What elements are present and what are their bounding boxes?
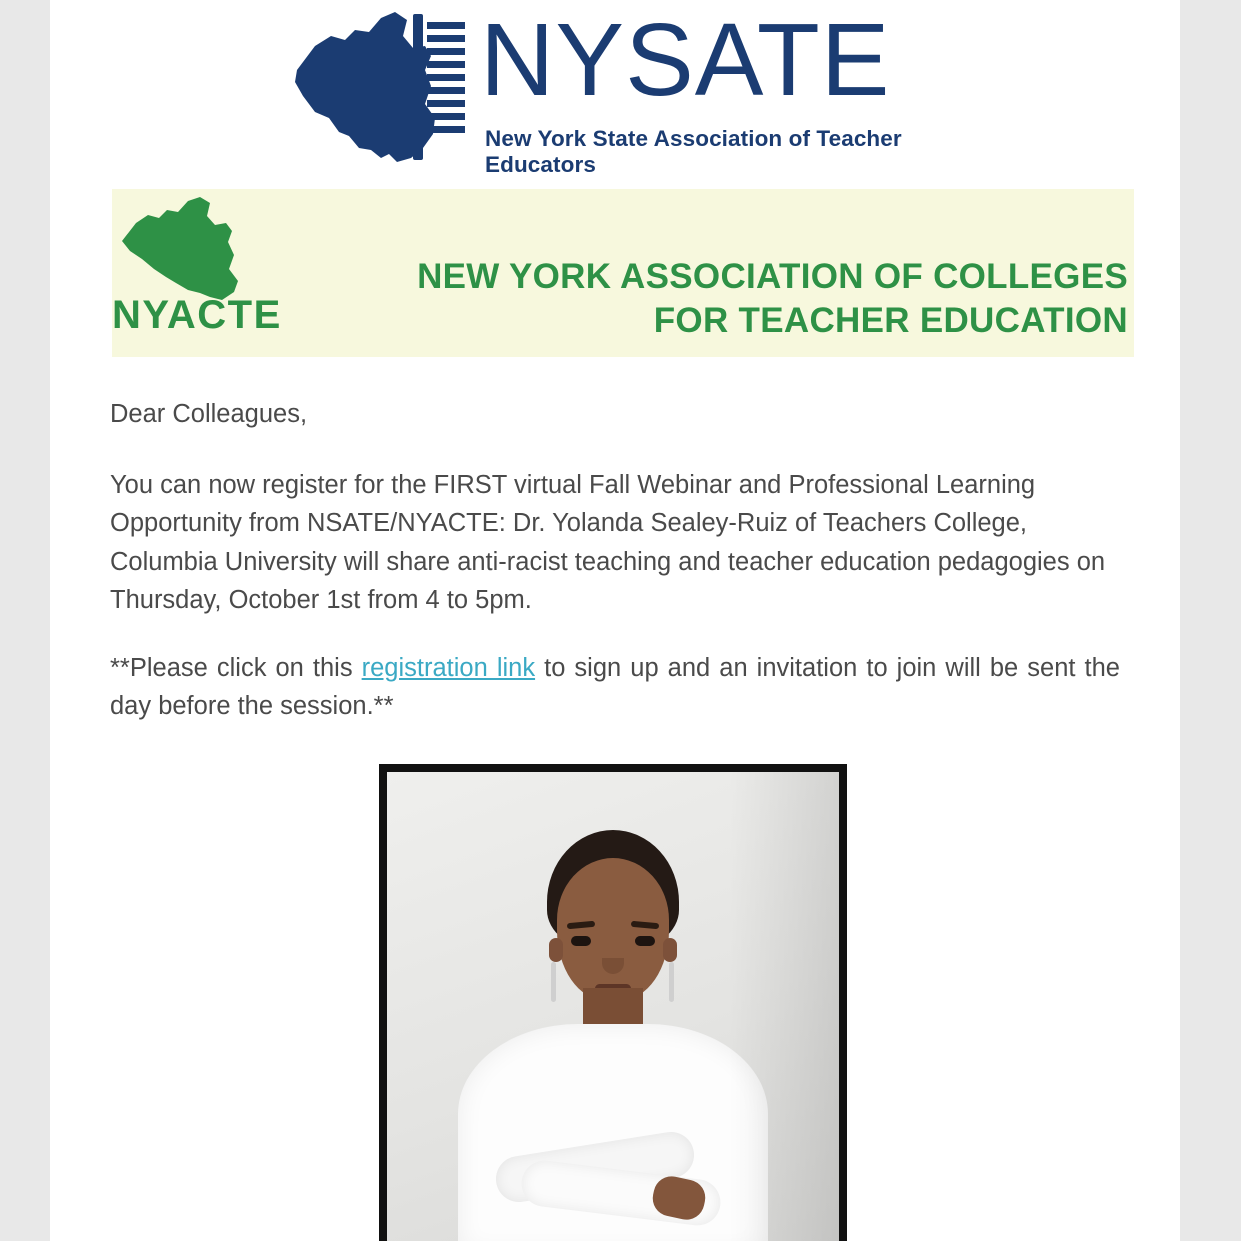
nysate-acronym: NYSATE [480, 2, 891, 117]
salutation: Dear Colleagues, [110, 400, 308, 428]
speaker-portrait-frame [379, 764, 847, 1241]
email-body-sheet [50, 0, 1180, 1241]
speaker-portrait-image [387, 772, 839, 1241]
nyacte-title-line-1: NEW YORK ASSOCIATION OF COLLEGES [417, 257, 1128, 296]
nyacte-title [417, 255, 1128, 343]
nyacte-acronym: NYACTE [112, 293, 282, 337]
portrait-earring-left [551, 962, 556, 1002]
portrait-ear-left [549, 938, 563, 962]
email-body-copy [110, 395, 1120, 755]
registration-text-after: to sign up and an invitation to join will be sent the day before the session.** [110, 653, 1120, 720]
registration-link[interactable]: registration link [361, 653, 536, 682]
nysate-header [50, 0, 1180, 182]
nysate-org-name: New York State Association of Teacher Educators [485, 126, 902, 177]
portrait-eye-left [571, 936, 591, 946]
new-york-state-outline-icon [285, 8, 475, 168]
portrait-ear-right [663, 938, 677, 962]
registration-text-before: **Please click on this [110, 653, 362, 682]
portrait-eye-right [635, 936, 655, 946]
portrait-earring-right [669, 962, 674, 1002]
nysate-logo [285, 2, 1005, 177]
nyacte-title-line-2: FOR TEACHER EDUCATION [653, 301, 1128, 340]
new-york-state-outline-icon [114, 197, 254, 302]
announcement-paragraph: You can now register for the FIRST virtual Fall Webinar and Professional Learning Opportunity from NSATE/NYACTE: Dr. Yolanda Sealey-Ruiz of Teachers College, Columbia University will share anti-racist teaching and teacher education pedagogies on Thursday, October 1st from 4 to 5pm. [110, 470, 1106, 614]
nyacte-banner [112, 189, 1134, 357]
portrait-shadow [729, 772, 839, 1241]
registration-paragraph [110, 649, 1120, 726]
portrait-face [557, 858, 669, 1000]
